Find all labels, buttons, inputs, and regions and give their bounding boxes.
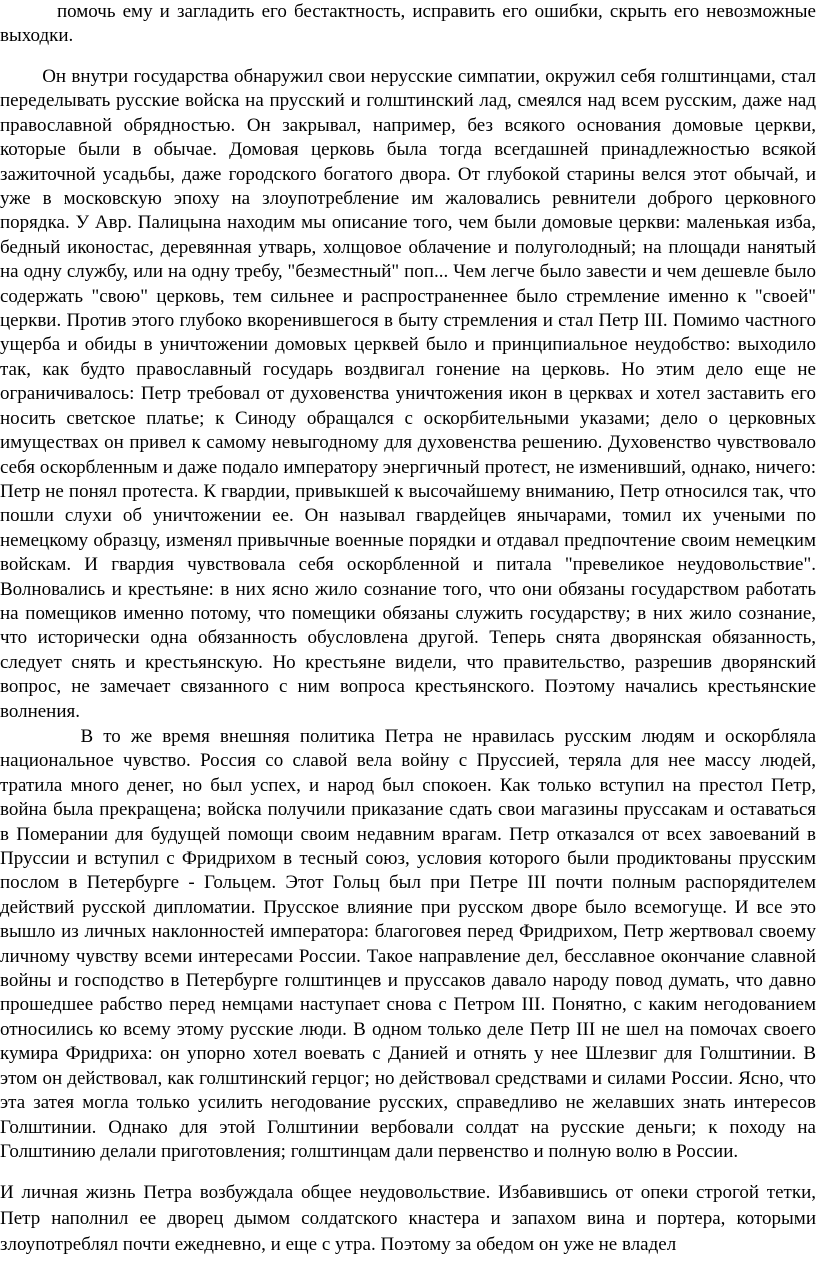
paragraph-intro-fragment: помочь ему и загладить его бестактность, исправить его ошибки, скрыть его невозможные выходки. [0,1,816,47]
paragraph-foreign-policy: В то же время внешняя политика Петра не нравилась русским людям и оскорбляла национальное чувство. Россия со славой вела войну с Пруссией, теряла для нее массу людей, тратила много денег, но был успех, и народ был спокоен. Как только вступил на престол Петр, война была прекращена; войска получили приказание сдать свои магазины пруссакам и оставаться в Померании для будущей помощи своим недавним врагам. Петр отказался от всех завоеваний в Пруссии и вступил с Фридрихом в тесный союз, условия которого были продиктованы прусским послом в Петербурге - Гольцем. Этот Гольц был при Петре III почти полным распорядителем действий русской дипломатии. Прусское влияние при русском дворе было всемогуще. И все это вышло из личных наклонностей императора: благоговея перед Фридрихом, Петр жертвовал своему личному чувству всеми интересами России. Такое направление дел, бесславное окончание славной войны и господство в Петербурге голштинцев и пруссаков давало народу повод думать, что давно прошедшее рабство перед немцами наступает снова с Петром III. Понятно, с каким негодованием относились ко всему этому русские люди. В одном только деле Петр III не шел на помочах своего кумира Фридриха: он упорно хотел воевать с Данией и отнять у нее Шлезвиг для Голштинии. В этом он действовал, как голштинский герцог; но действовал средствами и силами России. Ясно, что эта затея могла только усилить негодование русских, справедливо не желавших знать интересов Голштинии. Однако для этой Голштинии вербовали солдат на русские деньги; к походу на Голштинию делали приготовления; голштинцам дали первенство и полную волю в России. [0,726,816,1162]
paragraph-personal-life: И личная жизнь Петра возбуждала общее неудовольствие. Избавившись от опеки строгой тетки, Петр наполнил ее дворец дымом солдатского кнастера и запахом вина и портера, которыми злоупотреблял почти ежедневно, и еще с утра. Поэтому за обедом он уже не владел [0,1182,816,1256]
paragraph-domestic-policy: Он внутри государства обнаружил свои нерусские симпатии, окружил себя голштинцами, стал переделывать русские войска на прусский и голштинский лад, смеялся над всем русским, даже над православной обрядностью. Он закрывал, например, без всякого основания домовые церкви, которые были в обычае. Домовая церковь была тогда всегдашней принадлежностью всякой зажиточной усадьбы, даже городского богатого двора. От глубокой старины велся этот обычай, и уже в московскую эпоху на злоупотребление им жаловались ревнители доброго церковного порядка. У Авр. Палицына находим мы описание того, чем были домовые церкви: маленькая изба, бедный иконостас, деревянная утварь, холщовое облачение и полуголодный; на площади нанятый на одну службу, или на одну требу, "безместный" поп... Чем легче было завести и чем дешевле было содержать "свою" церковь, тем сильнее и распространеннее было стремление именно к "своей" церкви. Против этого глубоко вкоренившегося в быту стремления и стал Петр III. Помимо частного ущерба и обиды в уничтожении домовых церквей было и принципиальное неудобство: выходило так, как будто православный государь воздвигал гонение на церковь. Но этим дело еще не ограничивалось: Петр требовал от духовенства уничтожения икон в церквах и хотел заставить его носить светское платье; к Синоду обращался с оскорбительными указами; дело о церковных имуществах он привел к самому невыгодному для духовенства решению. Духовенство чувствовало себя оскорбленным и даже подало императору энергичный протест, не изменивший, однако, ничего: Петр не понял протеста. К гвардии, привыкшей к высочайшему вниманию, Петр относился так, что пошли слухи об уничтожении ее. Он называл гвардейцев янычарами, томил их учеными по немецкому образцу, изменял привычные военные порядки и отдавал предпочтение своим немецким войскам. И гвардия чувствовала себя оскорбленной и питала "превеликое неудовольствие". Волновались и крестьяне: в них ясно жило сознание того, что они обязаны государством работать на помещиков именно потому, что помещики обязаны служить государству; в них жило сознание, что исторически одна обязанность обусловлена другой. Теперь снята дворянская обязанность, следует снять и крестьянскую. Но крестьяне видели, что правительство, разрешив дворянский вопрос, не замечает связанного с ним вопроса крестьянского. Поэтому начались крестьянские волнения. [0,66,816,722]
